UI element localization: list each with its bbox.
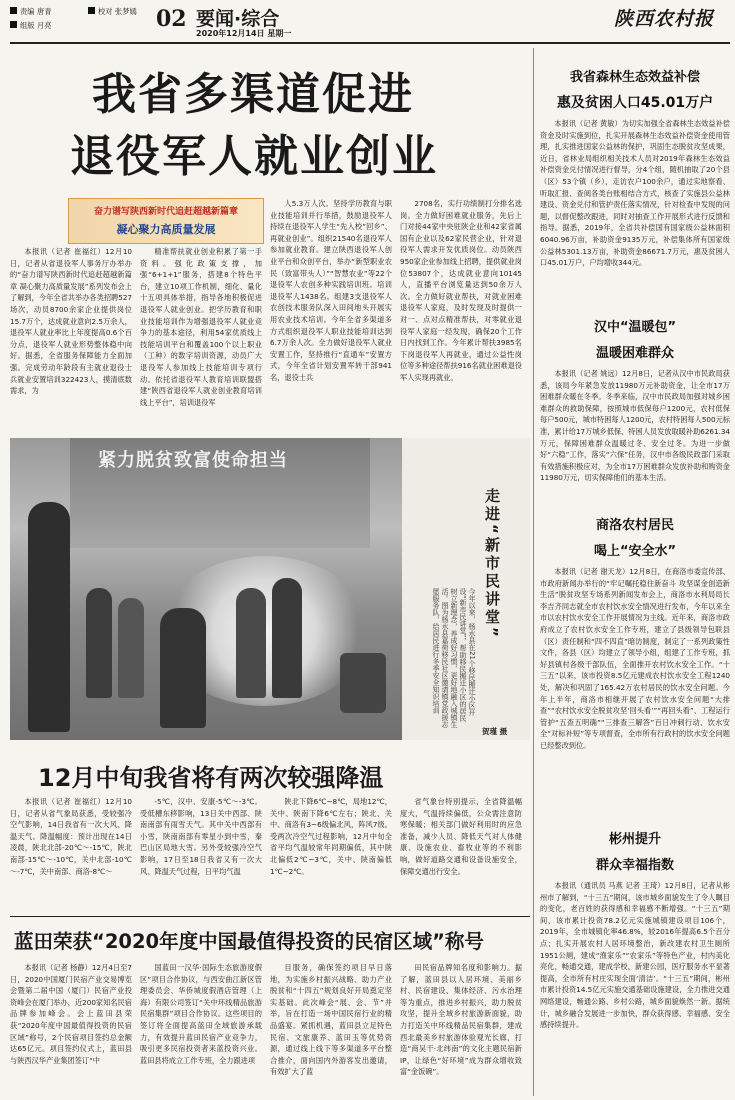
- lead-column-2: 精准帮扶就业创业积累了第一手资料。强化政策支撑，加强“6+1+1”服务，搭建8个特色平台，建立10项工作机制，细化、量化十五项具体举措，指导各地积极促进退役军人就业创业。把学历教育和职业技能培训作为增强退役军人就业竞争力的基本途径，利用54家优质线上技能培训平台和覆盖100个以上职业（工种）的数字培训资源，动员广大退役军人参加线上技能培训专项行动。依托省退役军人教育培训联盟搭建“陕西省退役军人就业创业教育培训线上平台”，培训退役军: [140, 247, 262, 407]
- shangluo-body: 本报讯（记者 谢天龙）12月8日，在商洛市委宣传部、市政府新闻办举行的“牢记嘱托稳住新奋斗 攻坚谋金创造新生活”脱贫攻坚专场系列新闻发布会上，商洛市水利局局长李吉齐同志就全市农村饮水安全情况进行发布，今年以来全市以农村饮水安全工作开展情况为主线。近年来，商洛市政府成立了农村饮水安全工作专班，建立了县级领导包联县（区）责任制和“四不四直”暗访制度，制定了一系列政策性文件，各县（区）均建立了领导小组，组建了工作专班，抓好县镇村各级干部队伍，全面推开农村饮水安全工作。“十三五”以来，该市投资8.5亿元建成农村饮水安全工程1240处，解决和巩固了165.42万农村居民的饮水安全问题。今年上半年，商洛市相继开展了农村饮水安全问题“大排查”“农村饮水安全脱贫攻坚‘回头看’”“再回头看”、工程运行管护“五查五明确”“三排查三解答”百日冲刺行动、饮水安全“对标补短”等专项督查，全市所有行政村的饮水安全问题已经整改到位。: [540, 567, 730, 750]
- photo-person-3: [118, 598, 144, 698]
- proof-credit: 校对 张梦嫣: [88, 6, 137, 18]
- bottom-headline: 蓝田荣获“2020年度中国最值得投资的民宿区域”称号: [14, 930, 484, 953]
- photo-banner: 走进“新市民讲堂”: [483, 488, 501, 640]
- page-number: 02: [156, 6, 187, 32]
- campaign-banner-line2: 凝心聚力高质量发展: [116, 223, 216, 236]
- photo-person-5: [236, 588, 266, 698]
- weather-column-4: 省气象台特别提示，全省降温幅度大，气温持续偏低，公众需注意防寒保暖；相关部门做好利用时的应急准备，减少人员、降低天气对人体健康、设施农业、畜牧业等的不利影响，做好道路交通和设备设施安全，保障交通出行安全。: [400, 797, 522, 876]
- editor-credit: 责编 唐青: [10, 6, 52, 18]
- campaign-banner-line1: 奋力谱写陕西新时代追赶超越新篇章: [93, 207, 238, 217]
- photo-person-1: [28, 502, 70, 732]
- weather-column-1: 本报讯（记者 崔福红）12月10日，记者从省气象局获悉，受较强冷空气影响，14日我省有一次大风、降温天气。降温幅度：预计出现在14日凌晨，陕北北部-20℃～-15℃，陕北南部-15℃～-10℃，关中北部-10℃～-7℃，关中南部、商洛-8℃～: [10, 797, 132, 876]
- forest-headline-1: 我省森林生态效益补偿: [569, 70, 700, 85]
- bottom-column-3: 目服务，确保签约项目早日落地，为实施乡村振兴战略、助力产业脱贫和“十四五”规划良好开局奠定坚实基础。此次峰会“展、会、节”并举，旨在打造一场中国民宿行业的精品盛宴。紧抓机遇，蓝田县立足特色民宿、文旅康养、蓝田玉等优势资源，通过线上线下等多渠道多平台整合推介，面向国内外游客发出邀请，有效扩大了蓝: [270, 963, 392, 1077]
- weather-column-3: 陕北下降6℃~8℃，局地12℃，关中、陕南下降6℃左右；陕北、关中、商洛有3~6级偏北风，阵风7级。受两次冷空气过程影响，12月中旬全省平均气温较常年同期偏低，其中陕北偏低2℃~3℃，关中、陕南偏低1℃~2℃。: [270, 797, 392, 876]
- photo-caption-panel: [402, 438, 530, 740]
- lead-column-4: 2708名，实行功绩制打分排名选岗。全力做好困难就业服务，先后上门对接44家中央驻陕企业和42家省属国有企业以及62家民营企业，针对退役军人需求开发优质岗位。动员陕西950家企业参加线上招聘，提供就业岗位53807个，达成就业意向10145人，直播平台浏览量达到50余万人次。全力做好就业帮扶，对就业困难退役军人家庭，及时发现及时提供一对一、点对点精准帮扶，对零就业退役军人家庭一经发现，确保20个工作日内找到工作。今年累计帮扶3985名下岗退役军人再就业，通过公益性岗位等多种途径帮扶916名就业困难退役军人实现再就业。: [400, 199, 522, 382]
- photo-wall-slogan: 紧力脱贫致富使命担当: [98, 450, 288, 471]
- page-date: 2020年12月14日 星期一: [196, 29, 292, 38]
- lead-column-1: 本报讯（记者 崔福红）12月10日，记者从省退役军人事务厅办举办的“奋力谱写陕西新时代追赶超越新篇章 凝心聚力高质量发展”系列发布会上了解到，今年全省共举办各类招聘527场次，动员8700余家企业提供岗位15.7万个，达成就业意向2.5万余人，退役军人就业率比上年度提高0.6个百分点，退役军人就业形势整体稳中向好。据悉，全省服务保障能力全面加强。完成劳动年龄段有主就业退役士兵就业安置培训322423人，摸清底数需求，为: [10, 247, 132, 396]
- shangluo-headline-2: 喝上“安全水”: [593, 544, 677, 559]
- forest-headline-2: 惠及贫困人口45.01万户: [556, 95, 714, 111]
- lead-headline-1: 我省多渠道促进: [92, 69, 414, 120]
- binzhou-headline-2: 群众幸福指数: [595, 858, 674, 873]
- shangluo-headline-1: 商洛农村居民: [595, 518, 674, 533]
- newspaper-masthead: 陕西农村报: [614, 8, 715, 30]
- column-divider: [533, 48, 534, 1096]
- binzhou-headline-1: 彬州提升: [608, 832, 661, 847]
- bottom-column-1: 本报讯（记者 杨静）12月4日至7日，2020中国厦门民宿产业交易博览会暨第二届中国（厦门）民宿产业投资峰会在厦门举办，近200家知名民宿品牌参加峰会。会上蓝田县荣获“2020年度中国最值得投资的民宿区域”称号，2个民宿项目签约总金额达65亿元。项目签约仪式上，蓝田县与陕西汉华产业集团签订“中: [10, 963, 132, 1065]
- bottom-column-2: 国蓝田一汉华·国际生态旅游度假区”项目合作协议，与西安曲江新区管理委员会、华侨城度假酒店管理（上海）有限公司签订“关中环线精品旅游民宿集群”项目合作协议。这些项目的签订将全面提高蓝田全域旅游承载力，有效提升蓝田民宿产业竞争力，吸引更多民宿投资者来蓝投资兴业。蓝田县将成立工作专班，全力跟进项: [140, 963, 262, 1065]
- forest-body: 本报讯（记者 黄敏）为切实加强全省森林生态效益补偿资金及时实施到位，扎实开展森林生态效益补偿资金使用管理，扎实推进国家公益林的保护，巩固生态脱贫攻坚成果，近日，省林业局组织相关技术人员对2019年森林生态效益补偿资金兑付情况进行督导，分4个组，随机抽取了20个县（区）53个镇（乡），走访农户100余户，通过实地察看、听取汇报、查阅各类台账相结合方式，核查了实施县公益林建设、资金兑付和管护责任落实情况，针对检查中发现的问题，以督促整改跟进，同时对抽查工作开展形式进行反馈和指导。据悉，2019年，全省共补偿国有国家级公益林面积6040.96万亩，补助资金9135万元，补偿集体所有国家级公益林5301.13万亩，补助资金86671.7万元，惠及贫困人口45.01万户，户均增收344元。: [540, 119, 730, 268]
- campaign-banner: [68, 198, 264, 244]
- header-rule: [10, 42, 730, 44]
- lead-column-3: 人5.3万人次。坚持学历教育与职业技能培训并行举措，鼓励退役军人持续在退役军人学生“先入校”回乡”、再就业创业”。组织21540名退役军人参加就业教育。建立陕西退役军人创业平台和众创平台，举办“新型职业农民（致富带头人）”“智慧农业”等22个退役军人农创多种实践培训班。培训退役军人1438名。组建3支退役军人农创技术服务队深入田间地头开展实用农业技术培训。今年全省多渠道多方式组织退役军人职业技能培训达到6.7万余人次。全力做好退役军人就业安置工作，坚持推行“直通车”安置方式，今年全省计划安置军转干部941名，退役士兵: [270, 199, 392, 382]
- hanzhong-headline-1: 汉中“温暖包”: [593, 320, 677, 335]
- weather-column-2: -5℃，汉中、安康-5℃～-3℃。受低槽东移影响，13日关中西部、陕南南部有雨雪天气。其中关中西部有小雪，陕南南部有零星小到中雪，秦巴山区局地大雪。另外受较强冷空气影响，17日至18日我省又有一次大风、降温天气过程，日平均气温: [140, 797, 262, 876]
- section-divider: [10, 916, 530, 917]
- photo-person-4: [160, 608, 206, 728]
- weather-headline: 12月中旬我省将有两次较强降温: [38, 764, 384, 792]
- bottom-column-4: 田民宿品牌知名度和影响力。据了解，蓝田县以人居环境、美丽乡村、民宿建设、集体经济、污水治理等为重点，推进乡村振兴，助力脱贫攻坚，提升全域乡村旅游新面貌，助力打造关中环线精品民宿集群，建成西北最美乡村旅游体验观光长廊，打造“商吴干·北纬南”的文化主题民宿新IP，让绿色“好环境”成为群众增收致富“金饭碗”。: [400, 963, 522, 1077]
- photo-barrel: [340, 653, 386, 713]
- layout-credit: 组版 月亮: [10, 20, 52, 32]
- photo-person-6: [272, 578, 302, 698]
- lead-headline-2: 退役军人就业创业: [70, 131, 438, 182]
- hanzhong-body: 本报讯（记者 姚远）12月8日，记者从汉中市民政局获悉，该局今年紧急发放11980万元补助资金，让全市17万困难群众暖在冬季。冬季来临，汉中市民政局加强对城乡困难群众的救助保障，按照城市低保每户1200元，农村低保每户500元，城市特困每人1200元，农村特困每人500元标准，累计给17万城乡低保、特困人员发放取暖补助6261.34万元，保障困难群众温暖过冬、安全过冬。为进一步做好“六稳”工作，落实“六保”任务，汉中市各级民政部门采取有效措施积极应对，为全市17万困难群众发放补助和购资金11980万元，切实保障他们的基本生活。: [540, 369, 730, 483]
- photo-credit: 贺瑾 摄: [482, 727, 508, 736]
- section-title: 要闻·综合: [196, 8, 280, 30]
- binzhou-body: 本报讯（通讯员 马燕 记者 王琦）12月8日，记者从彬州市了解到，“十三五”期间，该市城乡面貌发生了令人瞩目的变化，老百姓的获得感和幸福感不断增强。“十三五”期间，该市累计投资78.2亿元实施城镇建设项目106个，2019年，全市城镇化率46.8%，较2016年提高6.5个百分点；扎实开展农村人居环境整治，新改建农村卫生厕所1951公厕，建成“渔家乐”“农家乐”等特色产业，村内美化亮化，畅通交通，建成学校，新建公园，医疗服务水平显著提高，全市所有村庄实现全面‘清洁’。“十三五”期间，彬州市累计投资14.5亿元实施交通基础设施建设，全力推进交通网络建设，畅通公路、乡村公路，城乡面貌焕然一新。据统计，城乡融合发展进一步加快，群众获得感、幸福感、安全感持续提升。: [540, 881, 730, 1030]
- photo-caption: 今年以来，杨水县在21个移民搬迁小区开设“新市民讲堂”，帮助移民搬迁小区的居民树立新理念，养成好习惯，更好地融入城镇生活。图为杨水县嘉荷移民社区邀请镇党政援志愿服务队，给居民进行冬季安全知识培训: [432, 588, 476, 728]
- photo-person-2: [86, 588, 112, 698]
- lead-photo: [10, 438, 402, 740]
- hanzhong-headline-2: 温暖困难群众: [595, 346, 674, 361]
